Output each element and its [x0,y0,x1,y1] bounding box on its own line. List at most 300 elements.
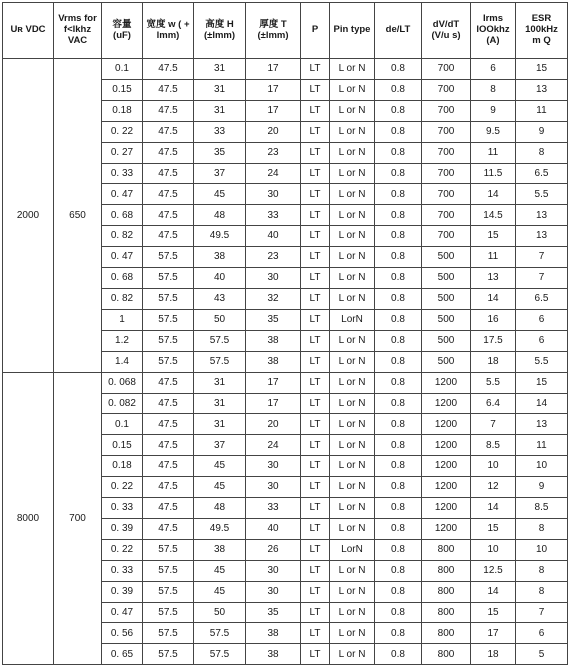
cell-pin-type: L or N [330,435,375,456]
cell-thickness: 35 [246,602,301,623]
cell-pitch: LT [301,351,330,372]
cell-dv-dt: 1200 [422,372,471,393]
cell-esr: 6.5 [516,163,568,184]
cell-pitch: LT [301,121,330,142]
cell-dv-dt: 700 [422,226,471,247]
header-thickness: 厚度 T (±lmm) [246,3,301,59]
cell-irms: 15 [471,226,516,247]
cell-esr: 8 [516,142,568,163]
cell-width: 57.5 [143,288,194,309]
cell-width: 47.5 [143,414,194,435]
cell-capacitance: 0. 27 [102,142,143,163]
cell-thickness: 23 [246,142,301,163]
cell-irms: 10 [471,456,516,477]
cell-width: 57.5 [143,602,194,623]
cell-pin-type: L or N [330,100,375,121]
cell-esr: 5 [516,644,568,665]
header-capacitance: 容量 (uF) [102,3,143,59]
cell-height: 57.5 [194,351,246,372]
cell-irms: 8 [471,79,516,100]
cell-pin-type: L or N [330,121,375,142]
cell-thickness: 26 [246,539,301,560]
cell-pitch: LT [301,477,330,498]
cell-de-lt: 0.8 [375,518,422,539]
cell-esr: 7 [516,247,568,268]
cell-dv-dt: 800 [422,644,471,665]
cell-capacitance: 0.15 [102,435,143,456]
cell-width: 47.5 [143,163,194,184]
cell-height: 31 [194,393,246,414]
cell-capacitance: 0. 68 [102,268,143,289]
cell-dv-dt: 700 [422,142,471,163]
cell-width: 47.5 [143,477,194,498]
cell-dv-dt: 500 [422,330,471,351]
cell-height: 45 [194,456,246,477]
cell-de-lt: 0.8 [375,602,422,623]
cell-esr: 8 [516,581,568,602]
cell-capacitance: 0. 33 [102,163,143,184]
cell-dv-dt: 800 [422,560,471,581]
cell-de-lt: 0.8 [375,309,422,330]
cell-de-lt: 0.8 [375,456,422,477]
cell-dv-dt: 700 [422,121,471,142]
cell-pin-type: L or N [330,184,375,205]
cell-de-lt: 0.8 [375,288,422,309]
cell-dv-dt: 700 [422,163,471,184]
cell-irms: 17 [471,623,516,644]
cell-width: 57.5 [143,268,194,289]
cell-thickness: 20 [246,414,301,435]
cell-dv-dt: 1200 [422,393,471,414]
cell-pin-type: L or N [330,456,375,477]
cell-pitch: LT [301,623,330,644]
cell-pitch: LT [301,184,330,205]
cell-thickness: 17 [246,393,301,414]
cell-height: 45 [194,184,246,205]
cell-capacitance: 1 [102,309,143,330]
header-de-lt: de/LT [375,3,422,59]
cell-thickness: 30 [246,184,301,205]
cell-pin-type: L or N [330,79,375,100]
cell-capacitance: 0. 22 [102,121,143,142]
table-header [3,3,568,59]
cell-thickness: 20 [246,121,301,142]
cell-irms: 16 [471,309,516,330]
cell-esr: 15 [516,59,568,80]
header-pin-type: Pin type [330,3,375,59]
cell-capacitance: 0. 68 [102,205,143,226]
cell-pin-type: L or N [330,205,375,226]
cell-irms: 6 [471,59,516,80]
cell-de-lt: 0.8 [375,435,422,456]
cell-thickness: 24 [246,435,301,456]
cell-esr: 13 [516,79,568,100]
cell-pin-type: L or N [330,644,375,665]
cell-irms: 15 [471,518,516,539]
cell-esr: 13 [516,414,568,435]
cell-de-lt: 0.8 [375,330,422,351]
cell-pitch: LT [301,205,330,226]
cell-pin-type: LorN [330,539,375,560]
cell-pitch: LT [301,498,330,519]
cell-esr: 8 [516,560,568,581]
cell-irms: 12 [471,477,516,498]
cell-esr: 10 [516,456,568,477]
cell-irms: 18 [471,351,516,372]
cell-ur-vdc: 8000 [3,372,54,665]
cell-esr: 8.5 [516,498,568,519]
cell-thickness: 30 [246,560,301,581]
cell-de-lt: 0.8 [375,560,422,581]
cell-pin-type: L or N [330,351,375,372]
cell-capacitance: 0. 47 [102,247,143,268]
cell-esr: 6.5 [516,288,568,309]
cell-thickness: 38 [246,644,301,665]
cell-dv-dt: 700 [422,79,471,100]
cell-pitch: LT [301,163,330,184]
cell-pitch: LT [301,539,330,560]
cell-height: 35 [194,142,246,163]
cell-width: 47.5 [143,518,194,539]
cell-width: 47.5 [143,184,194,205]
cell-height: 33 [194,121,246,142]
cell-height: 31 [194,59,246,80]
cell-irms: 13 [471,268,516,289]
cell-esr: 6 [516,330,568,351]
cell-width: 57.5 [143,623,194,644]
cell-capacitance: 0. 65 [102,644,143,665]
header-width: 宽度 w ( + lmm) [143,3,194,59]
cell-capacitance: 1.2 [102,330,143,351]
cell-dv-dt: 500 [422,309,471,330]
cell-thickness: 35 [246,309,301,330]
cell-width: 47.5 [143,79,194,100]
cell-capacitance: 0. 39 [102,518,143,539]
cell-dv-dt: 500 [422,351,471,372]
cell-pin-type: L or N [330,163,375,184]
cell-height: 31 [194,100,246,121]
table-body [3,59,568,665]
cell-pitch: LT [301,393,330,414]
cell-width: 57.5 [143,309,194,330]
cell-pitch: LT [301,59,330,80]
cell-pin-type: L or N [330,142,375,163]
cell-height: 38 [194,539,246,560]
cell-de-lt: 0.8 [375,372,422,393]
cell-irms: 7 [471,414,516,435]
cell-dv-dt: 800 [422,539,471,560]
cell-esr: 7 [516,602,568,623]
cell-capacitance: 0. 22 [102,477,143,498]
cell-de-lt: 0.8 [375,498,422,519]
cell-de-lt: 0.8 [375,163,422,184]
cell-capacitance: 1.4 [102,351,143,372]
cell-irms: 14.5 [471,205,516,226]
cell-de-lt: 0.8 [375,142,422,163]
cell-de-lt: 0.8 [375,100,422,121]
cell-pin-type: L or N [330,623,375,644]
cell-irms: 17.5 [471,330,516,351]
cell-esr: 8 [516,518,568,539]
cell-width: 47.5 [143,456,194,477]
cell-pin-type: L or N [330,330,375,351]
cell-capacitance: 0.18 [102,456,143,477]
cell-thickness: 38 [246,623,301,644]
cell-esr: 6 [516,623,568,644]
cell-thickness: 40 [246,518,301,539]
cell-irms: 10 [471,539,516,560]
cell-thickness: 30 [246,477,301,498]
cell-height: 31 [194,414,246,435]
cell-pitch: LT [301,602,330,623]
cell-capacitance: 0. 82 [102,226,143,247]
cell-capacitance: 0. 47 [102,602,143,623]
cell-irms: 12.5 [471,560,516,581]
cell-pitch: LT [301,142,330,163]
cell-height: 57.5 [194,330,246,351]
cell-irms: 14 [471,288,516,309]
cell-thickness: 38 [246,351,301,372]
cell-pitch: LT [301,581,330,602]
cell-dv-dt: 1200 [422,518,471,539]
cell-esr: 14 [516,393,568,414]
cell-width: 47.5 [143,100,194,121]
cell-pin-type: L or N [330,393,375,414]
cell-pin-type: L or N [330,581,375,602]
cell-irms: 11 [471,247,516,268]
cell-dv-dt: 1200 [422,414,471,435]
header-ur-vdc: Uʀ VDC [3,3,54,59]
cell-esr: 9 [516,477,568,498]
cell-dv-dt: 1200 [422,498,471,519]
cell-thickness: 33 [246,205,301,226]
cell-height: 40 [194,268,246,289]
cell-width: 47.5 [143,142,194,163]
header-vrms: Vrms for f<lkhz VAC [54,3,102,59]
cell-height: 45 [194,477,246,498]
cell-vrms: 650 [54,59,102,373]
cell-thickness: 17 [246,59,301,80]
cell-de-lt: 0.8 [375,623,422,644]
cell-de-lt: 0.8 [375,477,422,498]
header-row [3,3,568,59]
table-row [3,372,568,393]
cell-pin-type: L or N [330,288,375,309]
cell-height: 57.5 [194,644,246,665]
cell-height: 38 [194,247,246,268]
cell-capacitance: 0. 47 [102,184,143,205]
cell-pitch: LT [301,414,330,435]
cell-height: 45 [194,560,246,581]
cell-esr: 7 [516,268,568,289]
cell-thickness: 17 [246,79,301,100]
cell-dv-dt: 1200 [422,435,471,456]
cell-pitch: LT [301,518,330,539]
cell-pitch: LT [301,79,330,100]
cell-dv-dt: 700 [422,59,471,80]
cell-thickness: 30 [246,268,301,289]
cell-dv-dt: 500 [422,268,471,289]
cell-irms: 5.5 [471,372,516,393]
cell-esr: 11 [516,435,568,456]
cell-width: 47.5 [143,226,194,247]
cell-irms: 6.4 [471,393,516,414]
cell-thickness: 30 [246,456,301,477]
cell-height: 50 [194,602,246,623]
header-irms: Irms lOOkhz (A) [471,3,516,59]
cell-pitch: LT [301,435,330,456]
header-pitch: P [301,3,330,59]
cell-height: 57.5 [194,623,246,644]
cell-thickness: 33 [246,498,301,519]
cell-dv-dt: 800 [422,581,471,602]
cell-capacitance: 0. 82 [102,288,143,309]
cell-width: 57.5 [143,247,194,268]
cell-width: 57.5 [143,581,194,602]
cell-thickness: 32 [246,288,301,309]
cell-pitch: LT [301,247,330,268]
cell-height: 49.5 [194,226,246,247]
cell-esr: 6 [516,309,568,330]
cell-dv-dt: 800 [422,602,471,623]
cell-pin-type: L or N [330,477,375,498]
cell-ur-vdc: 2000 [3,59,54,373]
cell-de-lt: 0.8 [375,247,422,268]
table-row [3,59,568,80]
cell-de-lt: 0.8 [375,205,422,226]
cell-height: 48 [194,498,246,519]
cell-thickness: 38 [246,330,301,351]
cell-thickness: 17 [246,100,301,121]
cell-irms: 11.5 [471,163,516,184]
cell-irms: 8.5 [471,435,516,456]
cell-esr: 5.5 [516,351,568,372]
cell-de-lt: 0.8 [375,59,422,80]
cell-width: 47.5 [143,121,194,142]
cell-height: 49.5 [194,518,246,539]
cell-pitch: LT [301,644,330,665]
cell-irms: 11 [471,142,516,163]
cell-width: 57.5 [143,351,194,372]
cell-esr: 13 [516,226,568,247]
header-height: 高度 H (±lmm) [194,3,246,59]
header-dv-dt: dV/dT (V/u s) [422,3,471,59]
cell-irms: 14 [471,184,516,205]
cell-pin-type: L or N [330,560,375,581]
cell-vrms: 700 [54,372,102,665]
cell-pitch: LT [301,288,330,309]
cell-pitch: LT [301,226,330,247]
cell-irms: 9.5 [471,121,516,142]
cell-thickness: 40 [246,226,301,247]
cell-dv-dt: 500 [422,288,471,309]
cell-dv-dt: 700 [422,205,471,226]
cell-pin-type: L or N [330,372,375,393]
cell-dv-dt: 700 [422,184,471,205]
cell-height: 37 [194,163,246,184]
cell-de-lt: 0.8 [375,184,422,205]
cell-esr: 15 [516,372,568,393]
cell-width: 47.5 [143,498,194,519]
cell-capacitance: 0.18 [102,100,143,121]
cell-width: 47.5 [143,59,194,80]
cell-irms: 18 [471,644,516,665]
cell-pitch: LT [301,268,330,289]
cell-de-lt: 0.8 [375,121,422,142]
cell-de-lt: 0.8 [375,539,422,560]
cell-esr: 11 [516,100,568,121]
cell-de-lt: 0.8 [375,226,422,247]
cell-capacitance: 0. 33 [102,498,143,519]
cell-capacitance: 0.15 [102,79,143,100]
cell-height: 43 [194,288,246,309]
cell-pin-type: L or N [330,498,375,519]
cell-width: 47.5 [143,205,194,226]
cell-esr: 9 [516,121,568,142]
cell-capacitance: 0.1 [102,414,143,435]
cell-pitch: LT [301,330,330,351]
cell-thickness: 24 [246,163,301,184]
cell-capacitance: 0.1 [102,59,143,80]
cell-pitch: LT [301,560,330,581]
cell-thickness: 17 [246,372,301,393]
cell-de-lt: 0.8 [375,393,422,414]
cell-capacitance: 0. 22 [102,539,143,560]
cell-de-lt: 0.8 [375,644,422,665]
cell-capacitance: 0. 33 [102,560,143,581]
cell-de-lt: 0.8 [375,414,422,435]
cell-de-lt: 0.8 [375,351,422,372]
header-esr: ESR 100kHz m Q [516,3,568,59]
cell-pitch: LT [301,456,330,477]
cell-dv-dt: 1200 [422,477,471,498]
cell-height: 31 [194,372,246,393]
cell-irms: 15 [471,602,516,623]
cell-height: 50 [194,309,246,330]
cell-height: 45 [194,581,246,602]
cell-pin-type: L or N [330,59,375,80]
cell-width: 57.5 [143,330,194,351]
cell-thickness: 23 [246,247,301,268]
cell-pin-type: L or N [330,247,375,268]
cell-esr: 5.5 [516,184,568,205]
cell-de-lt: 0.8 [375,581,422,602]
capacitor-spec-table [2,2,568,665]
cell-esr: 13 [516,205,568,226]
cell-height: 37 [194,435,246,456]
cell-dv-dt: 500 [422,247,471,268]
cell-pin-type: L or N [330,414,375,435]
cell-pin-type: LorN [330,309,375,330]
cell-capacitance: 0. 068 [102,372,143,393]
cell-pin-type: L or N [330,602,375,623]
cell-dv-dt: 1200 [422,456,471,477]
cell-thickness: 30 [246,581,301,602]
cell-width: 47.5 [143,372,194,393]
cell-height: 31 [194,79,246,100]
cell-pin-type: L or N [330,226,375,247]
cell-pitch: LT [301,372,330,393]
cell-width: 47.5 [143,435,194,456]
cell-irms: 14 [471,581,516,602]
cell-dv-dt: 800 [422,623,471,644]
cell-pitch: LT [301,309,330,330]
cell-pin-type: L or N [330,268,375,289]
cell-de-lt: 0.8 [375,79,422,100]
cell-irms: 14 [471,498,516,519]
cell-capacitance: 0. 56 [102,623,143,644]
cell-pitch: LT [301,100,330,121]
